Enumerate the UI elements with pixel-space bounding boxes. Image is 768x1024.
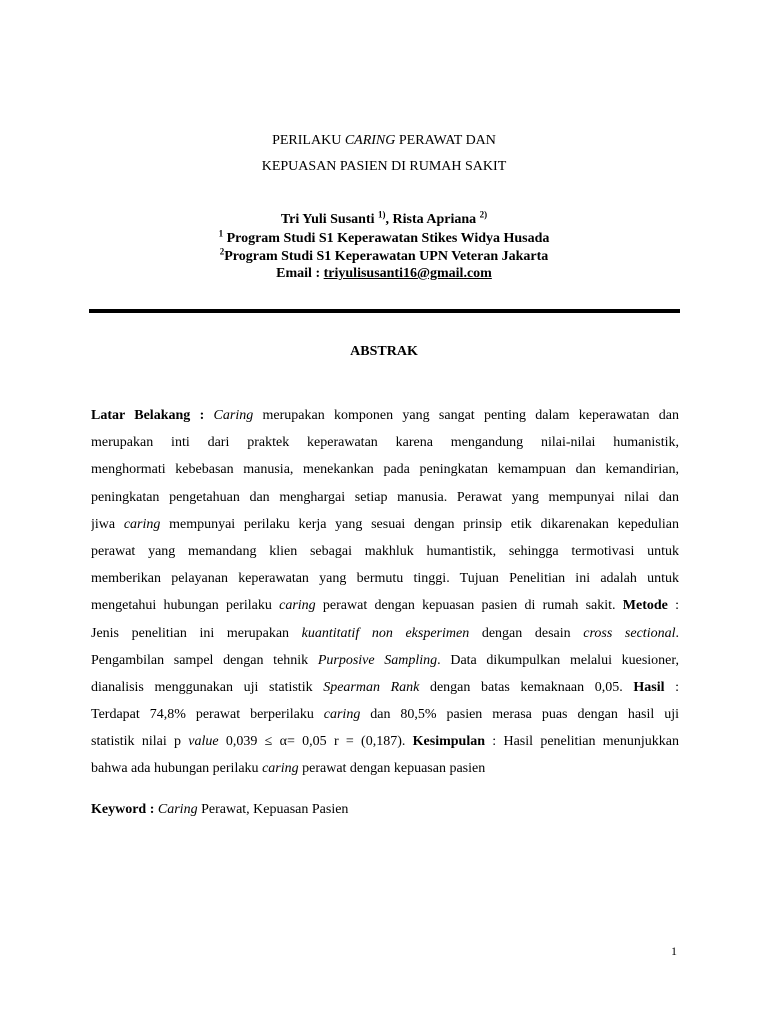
- abstract-line: [91, 701, 679, 728]
- abstract-bold-text: Kesimpulan: [412, 734, 486, 750]
- abstract-line: [91, 674, 679, 701]
- abstract-heading: ABSTRAK: [350, 344, 418, 359]
- abstract-italic-text: caring: [279, 598, 316, 614]
- abstract-line: [91, 429, 679, 456]
- abstract-text: merupakan inti dari praktek keperawatan karena mengandung nilai-nilai humanistik,: [91, 435, 679, 451]
- author-superscript: 1): [378, 209, 386, 220]
- abstract-text: bahwa ada hubungan perilaku: [91, 761, 263, 777]
- separator-rule: [89, 309, 680, 313]
- abstract-text: Pengambilan sampel dengan tehnik: [91, 652, 318, 668]
- title-text: KEPUASAN PASIEN DI RUMAH SAKIT: [261, 159, 507, 174]
- abstract-bold-text: Latar Belakang :: [91, 408, 214, 423]
- abstract-line: [91, 565, 679, 592]
- affiliation-text: Program Studi S1 Keperawatan UPN Veteran Jakarta: [224, 249, 549, 264]
- affiliation-text: Program Studi S1 Keperawatan Stikes Widya Husada: [223, 231, 550, 246]
- abstract-line: [91, 402, 679, 429]
- abstract-italic-text: caring: [323, 707, 361, 723]
- abstract-text: dengan batas kemaknaan 0,05.: [419, 679, 634, 695]
- affiliation-line-2: [0, 248, 768, 265]
- abstract-text: dianalisis menggunakan uji statistik: [91, 679, 324, 695]
- abstract-text: statistik nilai p: [91, 734, 189, 750]
- abstract-text: :: [664, 679, 679, 695]
- author-superscript: 2): [479, 209, 488, 220]
- abstract-text: Jenis penelitian ini merupakan: [91, 625, 302, 641]
- keyword-italic: Caring: [157, 802, 198, 817]
- abstract-text: 0,039 ≤ α= 0,05 r = (0,187).: [218, 734, 413, 750]
- abstract-body: [91, 402, 679, 783]
- abstract-text: mengetahui hubungan perilaku: [91, 598, 280, 614]
- affiliation-superscript: 1: [218, 228, 224, 239]
- email-label: Email :: [276, 266, 324, 281]
- abstract-line: [91, 484, 679, 511]
- abstract-text: jiwa: [91, 516, 124, 532]
- abstract-text: . Data dikumpulkan melalui kuesioner,: [437, 652, 679, 668]
- author-name: Tri Yuli Susanti: [280, 212, 375, 227]
- abstract-text: menghormati kebebasan manusia, menekankan pada peningkatan kemampuan dan kemandirian,: [91, 462, 679, 478]
- title-text: PERAWAT DAN: [395, 133, 496, 148]
- abstract-italic-text: Purposive Sampling: [317, 652, 438, 668]
- keyword-label: Keyword :: [91, 802, 158, 817]
- abstract-text: Terdapat 74,8% perawat berperilaku: [91, 707, 324, 723]
- author-separator: ,: [385, 212, 393, 227]
- abstract-text: perawat dengan kepuasan pasien di rumah sakit.: [315, 598, 623, 614]
- abstract-line: [91, 456, 679, 483]
- abstract-text: :: [667, 598, 679, 614]
- keyword-line: [91, 800, 679, 820]
- author-line: [0, 211, 768, 228]
- author-name: Rista Apriana: [392, 212, 477, 227]
- abstract-line: [91, 538, 679, 565]
- email-link[interactable]: triyulisusanti16@gmail.com: [323, 266, 492, 281]
- abstract-bold-text: Metode: [622, 598, 668, 614]
- abstract-line: [91, 728, 679, 755]
- abstract-bold-text: Hasil: [633, 679, 665, 695]
- abstract-text: dan 80,5% pasien merasa puas dengan hasil uji: [360, 707, 679, 723]
- title-italic-text: CARING: [344, 133, 396, 148]
- title-line-2: [0, 159, 768, 175]
- title-line-1: [0, 133, 768, 149]
- abstract-text: peningkatan pengetahuan dan menghargai setiap manusia. Perawat yang mempunyai nilai dan: [91, 489, 679, 505]
- abstract-italic-text: kuantitatif non eksperimen: [301, 625, 470, 641]
- affiliation-superscript: 2: [219, 246, 225, 257]
- abstract-text: .: [675, 625, 679, 641]
- abstract-text: mempunyai perilaku kerja yang sesuai dengan prinsip etik dikarenakan kepedulian: [160, 516, 679, 532]
- affiliation-line-1: [0, 230, 768, 247]
- abstract-line: [91, 592, 679, 619]
- page-number: 1: [671, 944, 677, 958]
- abstract-text: merupakan komponen yang sangat penting dalam keperawatan dan: [253, 408, 679, 423]
- abstract-line: [91, 647, 679, 674]
- abstract-text: : Hasil penelitian menunjukkan: [485, 734, 679, 750]
- keyword-text: Perawat, Kepuasan Pasien: [197, 802, 349, 817]
- abstract-line: [91, 511, 679, 538]
- abstract-line: [91, 620, 679, 647]
- email-line: [0, 265, 768, 282]
- abstract-text: perawat dengan kepuasan pasien: [298, 761, 486, 777]
- abstract-text: dengan desain: [469, 625, 584, 641]
- abstract-italic-text: value: [188, 734, 219, 750]
- abstract-italic-text: Caring: [213, 408, 254, 423]
- abstract-italic-text: caring: [123, 516, 161, 532]
- abstract-italic-text: caring: [262, 761, 299, 777]
- abstract-italic-text: cross sectional: [583, 625, 676, 641]
- abstract-line: [91, 755, 679, 782]
- abstract-text: memberikan pelayanan keperawatan yang bermutu tinggi. Tujuan Penelitian ini adalah untuk: [91, 571, 679, 587]
- abstract-text: perawat yang memandang klien sebagai makhluk humantistik, sehingga termotivasi untuk: [91, 543, 679, 559]
- abstract-italic-text: Spearman Rank: [323, 679, 420, 695]
- title-text: PERILAKU: [272, 133, 345, 148]
